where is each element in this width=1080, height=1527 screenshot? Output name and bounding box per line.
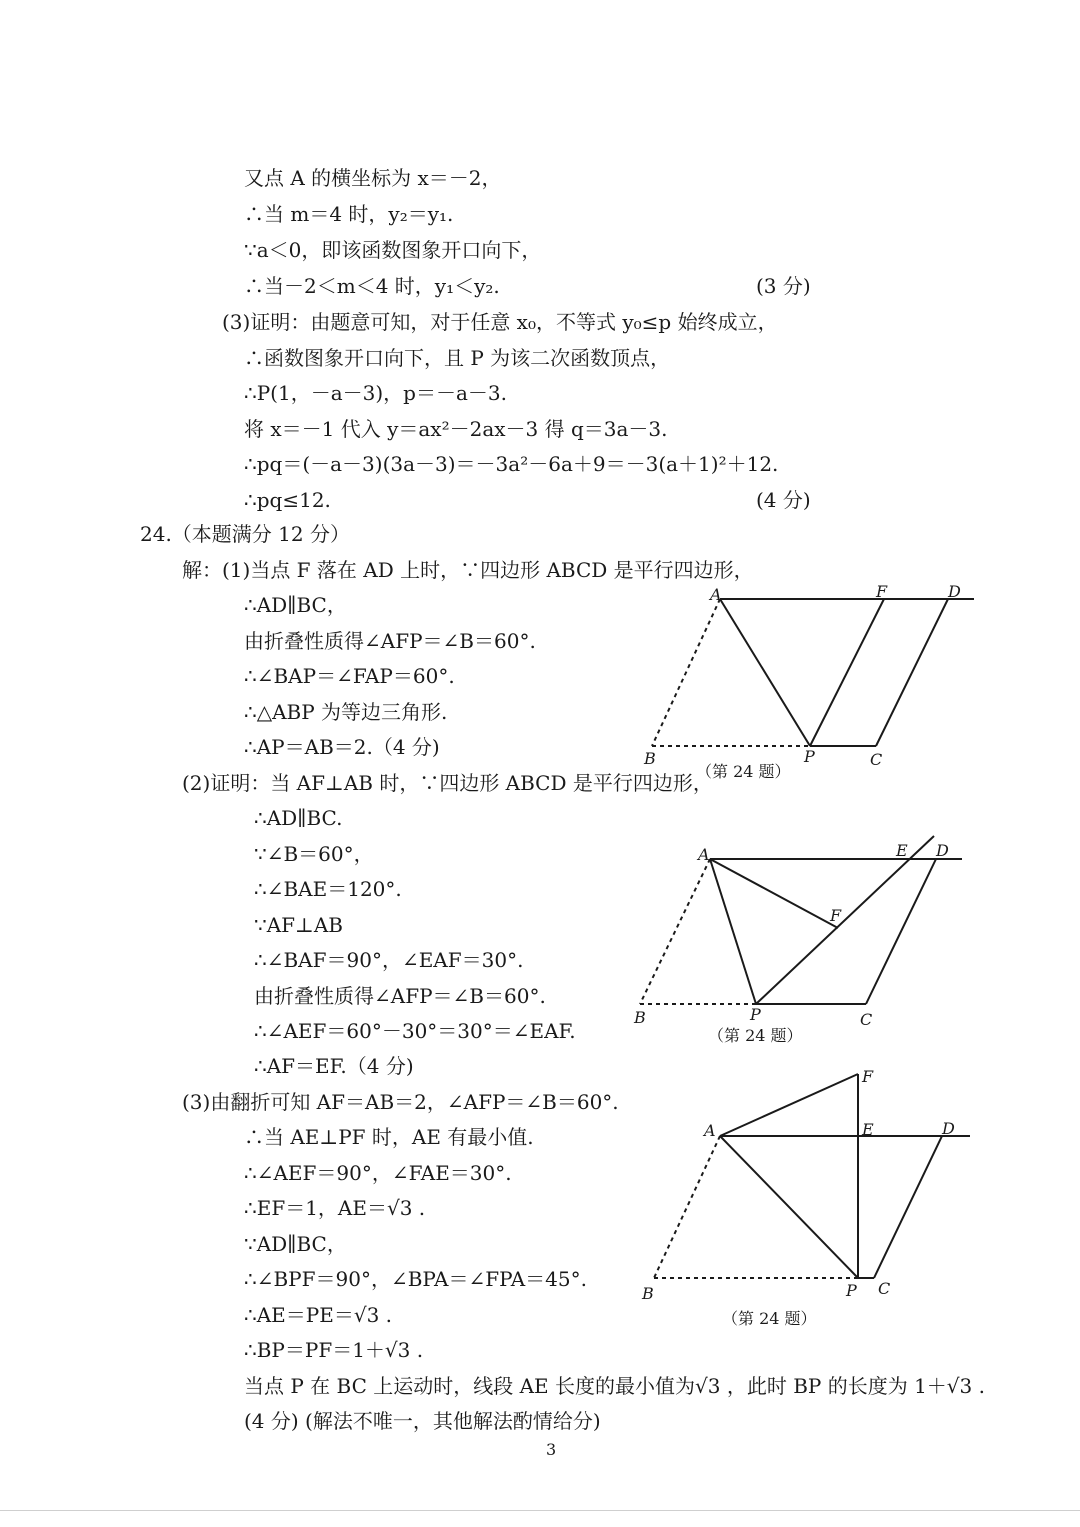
point-label: B (644, 749, 656, 768)
point-label: A (698, 845, 710, 864)
text-line: ∵AD∥BC， (244, 1232, 347, 1256)
text-line: (4 分) (解法不唯一，其他解法酌情给分) (244, 1409, 601, 1433)
text-line: ∴∠BPF＝90°，∠BPA＝∠FPA＝45°. (244, 1267, 587, 1291)
text-line: ∴当 m＝4 时，y₂＝y₁. (244, 202, 454, 226)
text-line: ∴当－2＜m＜4 时，y₁＜y₂. (244, 274, 500, 298)
point-label: E (896, 841, 908, 860)
text-line: ∴AE＝PE＝√3 . (244, 1303, 393, 1327)
point-label: D (948, 582, 961, 601)
point-label: P (804, 747, 815, 766)
text-line: (3)由翻折可知 AF＝AB＝2，∠AFP＝∠B＝60°. (182, 1090, 619, 1114)
point-label: F (830, 906, 842, 925)
point-label: C (870, 750, 883, 769)
text-line: ∴当 AE⊥PF 时，AE 有最小值. (244, 1125, 534, 1149)
text-line: ∴EF＝1，AE＝√3 . (244, 1196, 426, 1220)
figure-caption: （第 24 题） (722, 1309, 817, 1328)
point-label: F (876, 582, 888, 601)
point-label: B (642, 1284, 654, 1303)
point-label: D (936, 841, 949, 860)
text-line: ∴AD∥BC. (254, 806, 343, 830)
point-label: F (862, 1067, 874, 1086)
text-line: ∵a＜0，即该函数图象开口向下， (244, 238, 542, 262)
text-line: 将 x＝－1 代入 y＝ax²－2ax－3 得 q＝3a－3. (244, 417, 668, 441)
text-line: ∵AF⊥AB (254, 913, 343, 937)
text-line: 由折叠性质得∠AFP＝∠B＝60°. (244, 629, 536, 653)
figure-1 (630, 578, 990, 788)
page-number: 3 (546, 1440, 557, 1459)
text-line: ∴函数图象开口向下，且 P 为该二次函数顶点， (244, 346, 671, 370)
text-line: 解：(1)当点 F 落在 AD 上时，∵四边形 ABCD 是平行四边形， (182, 558, 754, 582)
text-line: 又点 A 的横坐标为 x＝－2， (244, 166, 502, 190)
text-line: (2)证明：当 AF⊥AB 时，∵四边形 ABCD 是平行四边形， (182, 771, 713, 795)
text-line: 当点 P 在 BC 上运动时，线段 AE 长度的最小值为√3 ，此时 BP 的长度为 1＋√3 . (244, 1374, 985, 1398)
text-line: ∴pq＝(－a－3)(3a－3)＝－3a²－6a＋9＝－3(a＋1)²＋12. (244, 452, 779, 476)
score-marker: (4 分) (756, 488, 811, 512)
text-line: ∴BP＝PF＝1＋√3 . (244, 1338, 424, 1362)
text-line: ∴AP＝AB＝2.（4 分) (244, 735, 440, 759)
figure-caption: （第 24 题） (696, 762, 791, 781)
score-marker: (3 分) (756, 274, 811, 298)
figure-2 (624, 832, 980, 1032)
text-line: ∴∠AEF＝90°，∠FAE＝30°. (244, 1161, 512, 1185)
point-label: C (878, 1279, 891, 1298)
point-label: A (710, 585, 722, 604)
text-line: ∴∠BAF＝90°，∠EAF＝30°. (254, 948, 524, 972)
point-label: C (860, 1010, 873, 1029)
question-header: 24.（本题满分 12 分） (140, 522, 350, 546)
text-line: ∵∠B＝60°， (254, 842, 374, 866)
text-line: ∴∠AEF＝60°－30°＝30°＝∠EAF. (254, 1019, 576, 1043)
text-line: ∴pq≤12. (244, 488, 331, 512)
point-label: D (942, 1119, 955, 1138)
bottom-divider (0, 1510, 1080, 1511)
point-label: B (634, 1008, 646, 1027)
text-line: ∴△ABP 为等边三角形. (244, 700, 448, 724)
point-label: A (704, 1121, 716, 1140)
text-line: ∴AD∥BC， (244, 593, 347, 617)
point-label: E (862, 1120, 874, 1139)
text-line: ∴∠BAE＝120°. (254, 877, 402, 901)
point-label: P (846, 1281, 857, 1300)
figure-caption: （第 24 题） (708, 1026, 803, 1045)
text-line: 由折叠性质得∠AFP＝∠B＝60°. (254, 984, 546, 1008)
text-line: ∴AF＝EF.（4 分) (254, 1054, 414, 1078)
text-line: ∴P(1，－a－3)，p＝－a－3. (244, 381, 507, 405)
point-label: P (750, 1005, 761, 1024)
figure-3 (630, 1062, 980, 1302)
text-line: (3)证明：由题意可知，对于任意 x₀，不等式 y₀≤p 始终成立， (222, 310, 778, 334)
text-line: ∴∠BAP＝∠FAP＝60°. (244, 664, 455, 688)
